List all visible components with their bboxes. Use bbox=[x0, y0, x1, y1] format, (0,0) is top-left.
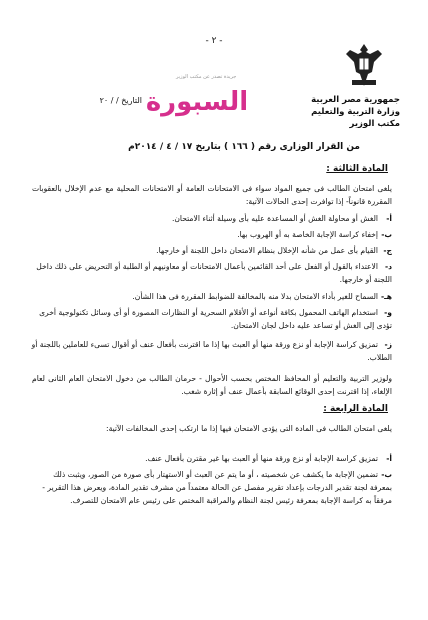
article3-item bbox=[30, 212, 392, 225]
item-key: ب- bbox=[381, 230, 392, 239]
article3-intro: يلغى امتحان الطالب فى جميع المواد سواء فى الامتحانات العامة أو الامتحانات المحلية مع عدم الإخلال بالعقوبات المقررة قانوناً- إذا توافرت إحدى الحالات الآتية: bbox=[32, 184, 392, 206]
item-text: السماح للغير بأداء الامتحان بدلا منه بالمخالفة للضوابط المقررة فى هذا الشأن. bbox=[132, 292, 378, 301]
item-key: ب- bbox=[381, 470, 392, 479]
item-key: ج- bbox=[383, 246, 392, 255]
item-key: و- bbox=[384, 308, 392, 317]
item-text: تمزيق كراسة الإجابة أو نزع ورقة منها أو العبث بها غير مقترن بأفعال عنف. bbox=[145, 454, 378, 463]
item-text: القيام بأى عمل من شأنه الإخلال بنظام الامتحان داخل اللجنة أو خارجها. bbox=[156, 246, 378, 255]
item-text: الاعتداء بالقول أو الفعل على أحد القائمين بأعمال الامتحانات أو معاونيهم أو الطلبة أو التحريض على ذلك داخل اللجنة أو خارجها. bbox=[36, 262, 392, 284]
item-key: أ- bbox=[386, 214, 392, 223]
logo-wordmark: السبورة bbox=[145, 87, 249, 117]
item-key: هـ- bbox=[380, 292, 392, 301]
decree-title: من القرار الوزارى رقم ( ١٦٦ ) بتاريخ ١٧ / ٤ / ٢٠١٤م bbox=[128, 142, 360, 152]
article3-item bbox=[30, 260, 392, 286]
article3-heading: المادة الثالثة : bbox=[326, 164, 388, 174]
article4-intro: يلغى امتحان الطالب فى المادة التى يؤدى الامتحان فيها إذا ما ارتكب إحدى المخالفات الآتية: bbox=[106, 424, 392, 433]
item-text: إخفاء كراسة الإجابة الخاصة به أو الهروب بها. bbox=[237, 230, 378, 239]
article3-item bbox=[30, 338, 392, 364]
article3-item bbox=[30, 228, 392, 241]
item-key: د- bbox=[384, 262, 392, 271]
article4-item bbox=[30, 452, 392, 465]
item-key: أ- bbox=[386, 454, 392, 463]
eagle-emblem-icon bbox=[344, 40, 384, 90]
item-text: تمزيق كراسة الإجابة أو نزع ورقة منها أو العبث بها إذا ما اقترنت بأفعال عنف أو أقوال تسىء للعاملين باللجنة أو الطلاب. bbox=[31, 340, 392, 362]
article3-item bbox=[30, 244, 392, 257]
article3-item bbox=[30, 290, 392, 303]
logo-tagline: جريدة تصدر عن مكتب الوزير bbox=[176, 74, 237, 80]
item-text: استخدام الهاتف المحمول بكافة أنواعه أو الأقلام السحرية أو النظارات المصورة أو أى وسائل تكنولوجية أخرى تؤدى إلى الغش أو تساعد عليه داخل لجان الامتحان. bbox=[39, 308, 392, 330]
ministry-header bbox=[280, 94, 400, 130]
ministry-name: وزارة التربية والتعليم bbox=[311, 107, 400, 117]
office-name: مكتب الوزير bbox=[349, 119, 400, 129]
page-number: - ٢ - bbox=[205, 36, 223, 46]
country-name: جمهورية مصر العربية bbox=[311, 95, 400, 105]
date-line: التاريخ / / ٢٠ bbox=[99, 96, 142, 105]
item-text: تضمين الإجابة ما يكشف عن شخصيته ، أو ما يتم عن العبث أو الاستهتار بأى صورة من الصور، ويثبت ذلك بمعرفة لجنة تقدير الدرجات بإعداد تقرير مفصل عن الحالة معتمداً من مشرف تقدير المادة، ويعرض هذا التقرير - مرفقاً به كراسة الإجابة بمعرفة رئيس لجنة النظام والمراقبة المختص على رئيس عام الامتحان للتصرف. bbox=[42, 470, 392, 505]
article4-item bbox=[30, 468, 392, 507]
newspaper-logo bbox=[145, 74, 249, 120]
article3-closing: ولوزير التربية والتعليم أو المحافظ المختص بحسب الأحوال - حرمان الطالب من دخول الامتحان العام الثانى لعام الإلغاء، إذا اقترنت إحدى الوقائع السابقة بأعمال عنف أو إثارة شغب. bbox=[32, 374, 392, 396]
item-key: ز- bbox=[384, 340, 392, 349]
item-text: الغش أو محاولة الغش أو المساعدة عليه بأى وسيلة أثناء الامتحان. bbox=[171, 214, 378, 223]
article4-heading: المادة الرابعة : bbox=[323, 404, 388, 414]
article3-item bbox=[30, 306, 392, 332]
